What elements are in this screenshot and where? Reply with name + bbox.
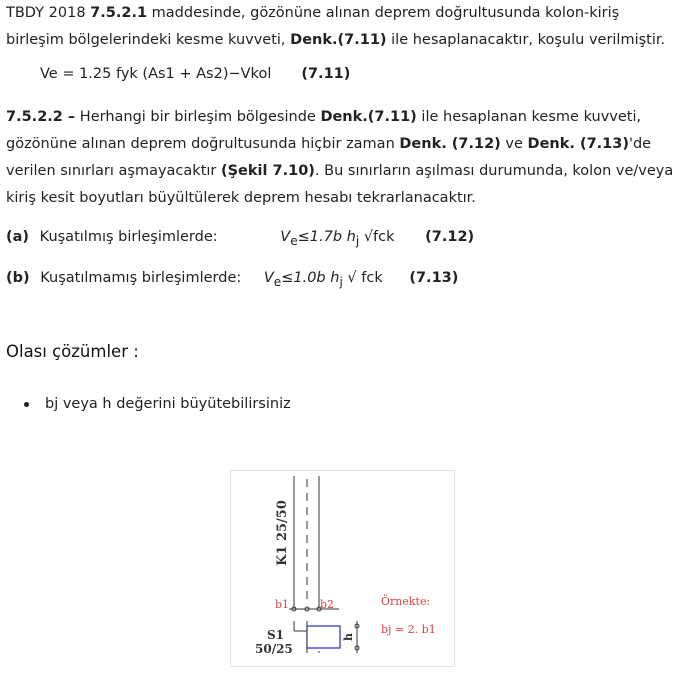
joint-figure [230,470,455,667]
equation-number-7-12: (7.12) [425,229,475,245]
case-b-row [6,270,458,289]
figure-ref-7-10: (Şekil 7.10) [220,163,315,179]
beam-section [307,626,340,648]
article-paragraph [6,104,676,212]
bullet-dot [24,402,29,407]
equation-ref-7-13: Denk. (7.13) [527,136,629,152]
joint-diagram [231,471,454,666]
para1-text-1: TBDY 2018 [6,5,91,21]
para1-text-2: maddesinde, gözönüne alınan deprem doğrultusunda kolon-kiriş birleşim bölgelerindeki kesme kuvveti, [6,5,620,48]
s1-size-label: 50/25 [255,642,293,656]
formula-tail: √fck [363,229,395,245]
case-b-text: Kuşatılmamış birleşimlerde: [40,270,242,286]
case-a-row [6,229,474,248]
formula-tail: √ fck [347,270,383,286]
equation-ref-7-12: Denk. (7.12) [399,136,501,152]
case-a-label: (a) [6,229,30,245]
equation-number: (7.11) [301,66,351,82]
formula-sub-e: e [290,233,298,248]
para1-text-3: ile hesaplanacaktır, koşulu verilmiştir. [386,32,666,48]
equation-7-11 [40,66,350,82]
equation-ref-7-11: Denk.(7.11) [320,109,417,125]
case-b-label: (b) [6,270,30,286]
formula-sub-e: e [273,274,282,289]
para2-text-2: ile hesaplanan kesme kuvveti, gözönüne alınan deprem doğrultusunda hiçbir zaman [6,109,642,152]
h-label: h [342,633,355,641]
formula-sub-j: j [355,233,360,248]
article-ref-7-5-2-1: 7.5.2.1 [90,5,148,21]
para2-text-5: . Bu sınırların aşılması durumunda, kolon ve/veya kiriş kesit boyutları büyültülerek deprem hesabı tekrarlanacaktır. [6,163,674,206]
formula-relation: ≤1.0b h [281,270,340,286]
equation-text: Ve = 1.25 fyk (As1 + As2)−Vkol [40,66,272,82]
formula-sub-j: j [339,274,343,289]
b1-label: b1 [275,598,290,611]
case-a-formula [280,229,394,248]
case-a-text: Kuşatılmış birleşimlerde: [39,229,218,245]
article-ref-7-5-2-2: 7.5.2.2 – [6,109,76,125]
example-equation: bj = 2. b1 [381,623,436,636]
intro-paragraph [6,0,676,54]
equation-number-7-13: (7.13) [409,270,459,286]
s1-label: S1 [267,628,285,642]
b2-label: b2 [320,598,335,611]
list-item: bj veya h değerini büyütebilirsiniz [45,396,291,412]
equation-ref-7-11: Denk.(7.11) [290,32,387,48]
case-b-formula [264,270,383,289]
formula-v: V [280,229,291,245]
para2-text-3: ve [500,136,528,152]
column-label: K1 25/50 [275,500,290,566]
bullet-list [24,396,291,412]
solutions-heading: Olası çözümler : [6,342,139,361]
para2-text-4: 'de verilen sınırları aşmayacaktır [6,136,652,179]
formula-v: V [263,270,274,286]
para2-text-1: Herhangi bir birleşim bölgesinde [75,109,321,125]
formula-relation: ≤1.7b h [297,229,356,245]
example-title: Örnekte: [381,595,431,608]
